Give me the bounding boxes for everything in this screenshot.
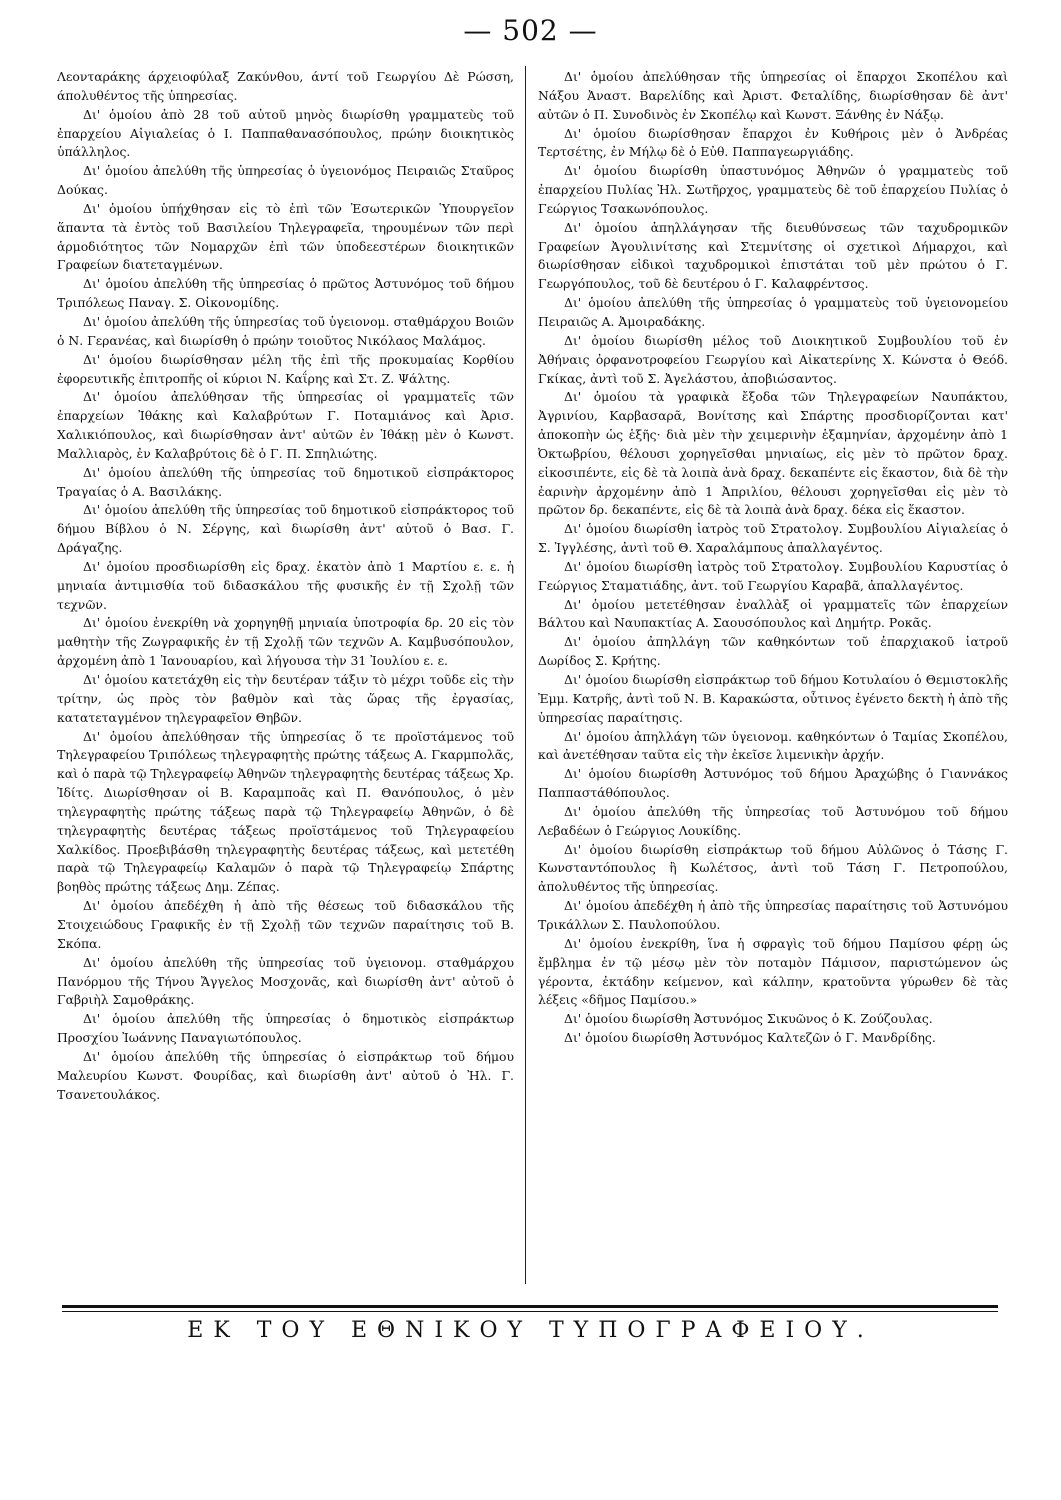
paragraph: Δι' ὁμοίου διωρίσθη ὑπαστυνόμος Ἀθηνῶν ὁ γραμματεὺς τοῦ ἐπαρχείου Πυλίας Ἠλ. Σωτῆρχος, γραμματεὺς δὲ τοῦ ἐπαρχείου Πυλίας ὁ Γεώργιος Τσακωνόπουλος. — [538, 163, 1008, 216]
paragraph: Δι' ὁμοίου ὑπήχθησαν εἰς τὸ ἐπὶ τῶν Ἐσωτερικῶν Ὑπουργεῖον ἅπαντα τὰ ἐντὸς τοῦ Βασιλείου Τηλεγραφεῖα, τηρουμένων τῶν περὶ ἁρμοδιότητος τῶν Νομαρχῶν ἐπὶ τῶν ὑποδεεστέρων διοικητικῶν Γραφείων διατεταγμένων. — [57, 200, 514, 273]
footer-rule-thick — [62, 1305, 998, 1308]
paragraph: Δι' ὁμοίου ἀπελύθη τῆς ὑπηρεσίας τοῦ ὑγειονομ. σταθμάρχου Βοιῶν ὁ Ν. Γερανέας, καὶ διωρίσθη ὁ πρώην τοιοῦτος Νικόλαος Μαλάμος. — [57, 313, 514, 348]
paragraph: Δι' ὁμοίου ἀπὸ 28 τοῦ αὐτοῦ μηνὸς διωρίσθη γραμματεὺς τοῦ ἐπαρχείου Αἰγιαλείας ὁ Ι. Παππαθανασόπουλος, πρώην διοικητικὸς ὑπάλληλος. — [57, 106, 514, 160]
paragraph: Δι' ὁμοίου ἀπελύθησαν τῆς ὑπηρεσίας ὅ τε προϊστάμενος τοῦ Τηλεγραφείου Τριπόλεως τηλεγραφητὴς πρώτης τάξεως Α. Γκαρμπολᾶς, καὶ ὁ παρὰ τῷ Τηλεγραφείῳ Ἀθηνῶν τηλεγραφητὴς δευτέρας τάξεως Χρ. Ἰδίτς. Διωρίσθησαν οἱ Β. Καραμποᾶς καὶ Π. Θανόπουλος, ὁ μὲν τηλεγραφητὴς πρώτης τάξεως παρὰ τῷ Τηλεγραφείῳ Ἀθηνῶν, ὁ δὲ τηλεγραφητὴς δευτέρας τάξεως προϊστάμενος τοῦ Τηλεγραφείου Χαλκίδος. Προεβιβάσθη τηλεγραφητὴς δευτέρας τάξεως, καὶ μετετέθη παρὰ τῷ Τηλεγραφείῳ Καλαμῶν ὁ παρὰ τῷ Τηλεγραφείῳ Σπάρτης βοηθὸς πρώτης τάξεως Δημ. Ζέπας. — [57, 728, 514, 895]
paragraph: Δι' ὁμοίου ἐνεκρίθη νὰ χορηγηθῇ μηνιαία ὑποτροφία δρ. 20 εἰς τὸν μαθητὴν τῆς Ζωγραφικῆς ἐν τῇ Σχολῇ τῶν τεχνῶν Α. Καμβυσόπουλον, ἀρχομένη ἀπὸ 1 Ἰανουαρίου, καὶ λήγουσα τὴν 31 Ἰουλίου ε. ε. — [57, 615, 514, 669]
paragraph: Δι' ὁμοίου ἀπηλλάγη τῶν καθηκόντων τοῦ ἐπαρχιακοῦ ἰατροῦ Δωρίδος Σ. Κρήτης. — [538, 634, 1008, 669]
paragraph: Δι' ὁμοίου διωρίσθη εἰσπράκτωρ τοῦ δήμου Αὐλῶνος ὁ Τάσης Γ. Κωνσταντόπουλος ἢ Κωλέτσος, ἀντὶ τοῦ Τάση Γ. Πετροπούλου, ἀπολυθέντος τῆς ὑπηρεσίας. — [538, 841, 1008, 895]
paragraph: Δι' ὁμοίου διωρίσθη ἰατρὸς τοῦ Στρατολογ. Συμβουλίου Καρυστίας ὁ Γεώργιος Σταματιάδης, ἀντ. τοῦ Γεωργίου Καραβᾶ, ἀπαλλαγέντος. — [538, 558, 1008, 593]
printer-imprint: ΕΚ ΤΟΥ ΕΘΝΙΚΟΥ ΤΥΠΟΓΡΑΦΕΙΟΥ. — [187, 1318, 874, 1343]
paragraph: Δι' ὁμοίου διωρίσθη μέλος τοῦ Διοικητικοῦ Συμβουλίου τοῦ ἐν Ἀθήναις ὀρφανοτροφείου Γεωργίου καὶ Αἰκατερίνης Χ. Κώνστα ὁ Θεόδ. Γκίκας, ἀντὶ τοῦ Σ. Ἀγελάστου, ἀποβιώσαντος. — [538, 332, 1008, 386]
paragraph: Δι' ὁμοίου ἀπελύθη τῆς ὑπηρεσίας ὁ πρῶτος Ἀστυνόμος τοῦ δήμου Τριπόλεως Παναγ. Σ. Οἰκονομίδης. — [57, 276, 514, 311]
paragraph: Δι' ὁμοίου διωρίσθη Ἀστυνόμος τοῦ δήμου Ἀραχώβης ὁ Γιαννάκος Παππαστάθόπουλος. — [538, 766, 1008, 801]
paragraph: Δι' ὁμοίου ἀπελύθη τῆς ὑπηρεσίας ὁ δημοτικὸς εἰσπράκτωρ Προσχίου Ἰωάννης Παναγιωτόπουλος. — [57, 1011, 514, 1046]
paragraph: Δι' ὁμοίου μετετέθησαν ἐναλλὰξ οἱ γραμματεῖς τῶν ἐπαρχείων Βάλτου καὶ Ναυπακτίας Α. Σαουσόπουλος καὶ Δημήτρ. Ροκᾶς. — [538, 596, 1008, 631]
page-number: — 502 — — [463, 14, 598, 47]
right-column — [538, 68, 1008, 1048]
paragraph: Δι' ὁμοίου ἀπηλλάγησαν τῆς διευθύνσεως τῶν ταχυδρομικῶν Γραφείων Ἀγουλινίτσης καὶ Στεμνίτσης οἱ σχετικοὶ Δήμαρχοι, καὶ διωρίσθησαν εἰδικοὶ ταχυδρομικοὶ ἐπιστάται τοῦ μὲν πρώτου ὁ Γ. Γεωργόπουλος, τοῦ δὲ δευτέρου ὁ Γ. Καλαφρέντσος. — [538, 219, 1008, 292]
paragraph: Δι' ὁμοίου ἀπελύθη τῆς ὑπηρεσίας τοῦ ὑγειονομ. σταθμάρχου Πανόρμου τῆς Τήνου Ἄγγελος Μοσχονᾶς, καὶ διωρίσθη ἀντ' αὐτοῦ ὁ Γαβριὴλ Σαμοθράκης. — [57, 954, 514, 1008]
paragraph: Δι' ὁμοίου ἀπελύθη τῆς ὑπηρεσίας ὁ εἰσπράκτωρ τοῦ δήμου Μαλευρίου Κωνστ. Φουρίδας, καὶ διωρίσθη ἀντ' αὐτοῦ ὁ Ἠλ. Γ. Τσανετουλάκος. — [57, 1048, 514, 1102]
paragraph: Δι' ὁμοίου ἀπελύθησαν τῆς ὑπηρεσίας οἱ ἔπαρχοι Σκοπέλου καὶ Νάξου Ἀναστ. Βαρελίδης καὶ Ἀριστ. Φεταλίδης, διωρίσθησαν δὲ ἀντ' αὐτῶν ὁ Π. Συνοδινὸς ἐν Σκοπέλῳ καὶ Κωνστ. Ξάνθης ἐν Νάξῳ. — [538, 69, 1008, 122]
paragraph: Δι' ὁμοίου τὰ γραφικὰ ἔξοδα τῶν Τηλεγραφείων Ναυπάκτου, Ἀγρινίου, Καρβασαρᾶ, Βονίτσης καὶ Σπάρτης προσδιορίζονται κατ' ἀποκοπὴν ὡς ἑξῆς· διὰ μὲν τὴν χειμερινὴν ἑξαμηνίαν, ἀρχομένην ἀπὸ 1 Ὀκτωβρίου, θέλουσι χορηγεῖσθαι μηνιαίως, εἰς μὲν τὸ πρῶτον δραχ. εἰκοσιπέντε, εἰς δὲ τὰ λοιπὰ ἀνὰ δραχ. δεκαπέντε εἰς ἕκαστον, διὰ δὲ τὴν ἐαρινὴν ἀρχομένην ἀπὸ 1 Ἀπριλίου, θέλουσι χορηγεῖσθαι εἰς μὲν τὸ πρῶτον δρ. δεκαπέντε, εἰς δὲ τὰ λοιπὰ ἀνὰ δραχ. δέκα εἰς ἕκαστον. — [538, 389, 1008, 518]
paragraph: Δι' ὁμοίου ἐνεκρίθη, ἵνα ἡ σφραγὶς τοῦ δήμου Παμίσου φέρῃ ὡς ἔμβλημα ἐν τῷ μέσῳ μὲν τὸν ποταμὸν Πάμισον, παριστώμενον ὡς γέροντα, ἐκτάδην κείμενον, καὶ κάλπην, κρατοῦντα γύρωθεν δὲ τὰς λέξεις «δῆμος Παμίσου.» — [538, 935, 1008, 1008]
footer-rule-thin — [62, 1311, 998, 1312]
paragraph: Δι' ὁμοίου ἀπελύθη τῆς ὑπηρεσίας ὁ ὑγειονόμος Πειραιῶς Σταῦρος Δούκας. — [57, 163, 514, 198]
left-column — [57, 68, 514, 1104]
paragraph: Δι' ὁμοίου προσδιωρίσθη εἰς δραχ. ἑκατὸν ἀπὸ 1 Μαρτίου ε. ε. ἡ μηνιαία ἀντιμισθία τοῦ διδασκάλου τῆς φυσικῆς ἐν τῇ Σχολῇ τῶν τεχνῶν. — [57, 558, 514, 612]
paragraph: Δι' ὁμοίου ἀπεδέχθη ἡ ἀπὸ τῆς ὑπηρεσίας παραίτησις τοῦ Ἀστυνόμου Τρικάλλων Σ. Παυλοπούλου. — [538, 898, 1008, 932]
paragraph: Δι' ὁμοίου ἀπεδέχθη ἡ ἀπὸ τῆς θέσεως τοῦ διδασκάλου τῆς Στοιχειώδους Γραφικῆς ἐν τῇ Σχολῇ τῶν τεχνῶν παραίτησις τοῦ Β. Σκόπα. — [57, 898, 514, 951]
paragraph: Δι' ὁμοίου κατετάχθη εἰς τὴν δευτέραν τάξιν τὸ μέχρι τοῦδε εἰς τὴν τρίτην, ὡς πρὸς τὸν βαθμὸν καὶ τὰς ὥρας τῆς ἐργασίας, κατατεταγμένον τηλεγραφεῖον Θηβῶν. — [57, 672, 514, 725]
paragraph: Δι' ὁμοίου διωρίσθη ἰατρὸς τοῦ Στρατολογ. Συμβουλίου Αἰγιαλείας ὁ Σ. Ἰγγλέσης, ἀντὶ τοῦ Θ. Χαραλάμπους ἀπαλλαγέντος. — [538, 521, 1008, 556]
paragraph: Δι' ὁμοίου ἀπελύθη τῆς ὑπηρεσίας τοῦ Ἀστυνόμου τοῦ δήμου Λεβαδέων ὁ Γεώργιος Λουκίδης. — [538, 803, 1008, 838]
paragraph: Δι' ὁμοίου ἀπηλλάγη τῶν ὑγειονομ. καθηκόντων ὁ Ταμίας Σκοπέλου, καὶ ἀνετέθησαν ταῦτα εἰς τὴν ἐκεῖσε λιμενικὴν ἀρχήν. — [538, 728, 1008, 763]
paragraph: Δι' ὁμοίου διωρίσθη Ἀστυνόμος Καλτεζῶν ὁ Γ. Μανδρίδης. — [564, 1030, 936, 1046]
paragraph: Δι' ὁμοίου διωρίσθη Ἀστυνόμος Σικυῶνος ὁ Κ. Ζούζουλας. — [564, 1011, 933, 1027]
paragraph: Λεονταράκης άρχειοφύλαξ Ζακύνθου, άντί τοῦ Γεωργίου Δὲ Ρώσση, άπολυθέντος τῆς ὑπηρεσίας. — [57, 69, 514, 103]
paragraph: Δι' ὁμοίου διωρίσθησαν ἔπαρχοι ἐν Κυθήροις μὲν ὁ Ἀνδρέας Τερτσέτης, ἐν Μήλῳ δὲ ὁ Εὐθ. Παππαγεωργιάδης. — [538, 125, 1008, 160]
paragraph: Δι' ὁμοίου διωρίσθησαν μέλη τῆς ἐπὶ τῆς προκυμαίας Κορθίου ἐφορευτικῆς ἐπιτροπῆς οἱ κύριοι Ν. Καΐρης καὶ Στ. Ζ. Ψάλτης. — [57, 351, 514, 386]
paragraph: Δι' ὁμοίου ἀπελύθη τῆς ὑπηρεσίας τοῦ δημοτικοῦ εἰσπράκτορος Τραγαίας ὁ Α. Βασιλάκης. — [57, 464, 514, 499]
paragraph: Δι' ὁμοίου ἀπελύθη τῆς ὑπηρεσίας ὁ γραμματεὺς τοῦ ὑγειονομείου Πειραιῶς Α. Ἀμοιραδάκης. — [538, 295, 1008, 329]
column-divider — [525, 66, 526, 1284]
paragraph: Δι' ὁμοίου ἀπελύθησαν τῆς ὑπηρεσίας οἱ γραμματεῖς τῶν ἐπαρχείων Ἰθάκης καὶ Καλαβρύτων Γ. Ποταμιάνος καὶ Ἀρισ. Χαλικιόπουλος, καὶ διωρίσθησαν ἀντ' αὐτῶν ἐν Ἰθάκῃ μὲν ὁ Κωνστ. Μαλλιαρὸς, ἐν Καλαβρύτοις δὲ ὁ Γ. Π. Σπηλιώτης. — [57, 389, 514, 461]
paragraph: Δι' ὁμοίου ἀπελύθη τῆς ὑπηρεσίας τοῦ δημοτικοῦ εἰσπράκτορος τοῦ δήμου Βίβλου ὁ Ν. Σέργης, καὶ διωρίσθη ἀντ' αὐτοῦ ὁ Βασ. Γ. Δράγαζης. — [57, 502, 514, 556]
paragraph: Δι' ὁμοίου διωρίσθη εἰσπράκτωρ τοῦ δήμου Κοτυλαίου ὁ Θεμιστοκλῆς Ἐμμ. Κατρῆς, ἀντὶ τοῦ Ν. Β. Καρακώστα, οὗτινος ἐγένετο δεκτὴ ἡ ἀπὸ τῆς ὑπηρεσίας παραίτησις. — [538, 672, 1008, 725]
